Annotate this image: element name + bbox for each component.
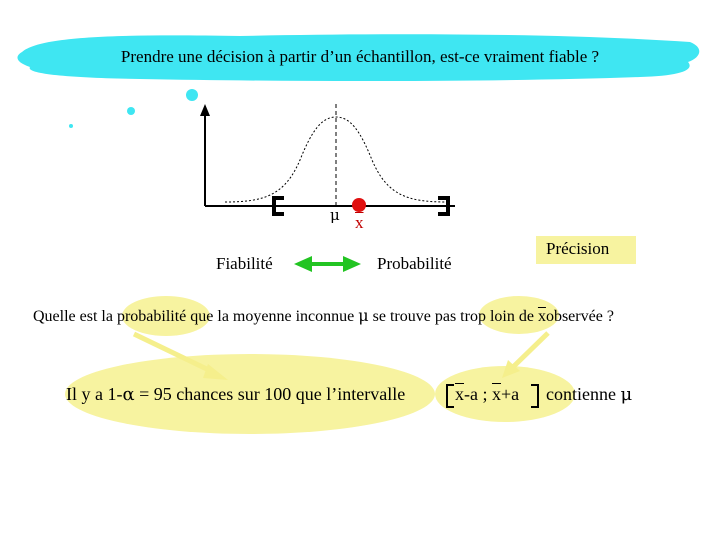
interval-xbar-right: $\overline{x}$ [491,384,501,404]
mu-label: μ [330,206,340,224]
green-arrow-left-head [294,256,312,272]
probabilite-label: Probabilité [377,254,452,273]
sample-mean-dot [352,198,366,212]
conclusion-tail [546,384,632,405]
question-part4: de [514,308,538,325]
question-pas-trop-loin: pas trop loin [434,308,515,325]
question-probabilite: probabilité [116,308,187,325]
cyan-dot-small [69,124,73,128]
question-mu: μ [358,306,369,325]
page-title: Prendre une décision à partir d’un échantillon, est-ce vraiment fiable ? [120,47,600,66]
conclusion-part1: Il y a 1- [66,384,123,404]
y-axis-arrowhead [200,104,210,116]
interval-mid: -a ; [464,384,492,404]
conclusion-text [66,384,405,405]
question-part5: observée ? [545,308,614,325]
interval-xbar-left: $\overline{x}$ [455,384,464,404]
cyan-dot-large [186,89,198,101]
conclusion-part3: contienne [546,384,621,404]
conclusion-alpha: α [122,384,135,405]
xbar-label: $\overline{x}$ [355,213,364,232]
question-part1: Quelle est la [33,308,117,325]
question-part3: se trouve [368,308,435,325]
precision-label: Précision [546,239,610,258]
question-xbar: $\overline{x}$ [537,308,546,325]
fiabilite-label: Fiabilité [216,254,273,273]
conclusion-part2: = 95 chances sur 100 que l’intervalle [134,384,406,404]
yellow-arrow-right-shaft [512,333,548,368]
conclusion-mu: μ [620,384,633,405]
question-part2: que la moyenne inconnue [186,308,359,325]
conclusion-interval [455,384,519,405]
cyan-dot-medium [127,107,135,115]
interval-end: +a [500,384,520,404]
question-text [33,306,614,326]
green-arrow-right-head [343,256,361,272]
